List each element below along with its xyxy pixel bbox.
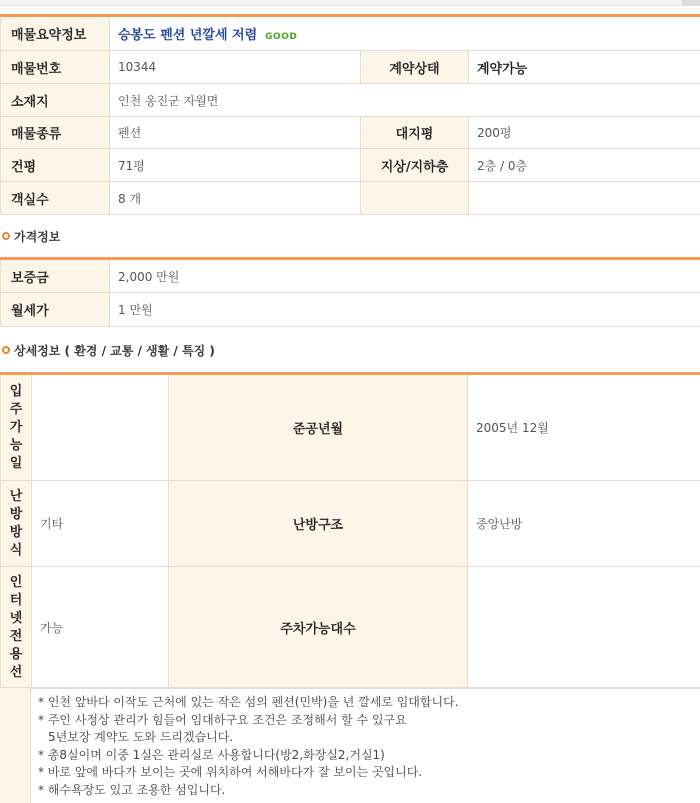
property-type-label: 매물종류 bbox=[1, 117, 110, 149]
heating-type-value: 기타 bbox=[32, 481, 169, 567]
window-top-strip bbox=[0, 0, 700, 6]
monthly-rent-label: 월세가 bbox=[1, 293, 110, 327]
listing-id-label: 매물번호 bbox=[1, 51, 110, 84]
contract-status-label: 계약상태 bbox=[361, 51, 469, 84]
building-area-label: 건평 bbox=[1, 149, 110, 182]
heating-structure-value: 중앙난방 bbox=[468, 481, 700, 567]
note-line: * 바로 앞에 바다가 보이는 곳에 위치하여 서해바다가 잘 보이는 곳입니다. bbox=[38, 765, 423, 779]
notes-body bbox=[38, 694, 698, 799]
note-line: * 인천 앞바다 이작도 근처에 있는 작은 섬의 펜션(민박)을 년 깔세로 임대합니다. bbox=[38, 695, 459, 709]
price-table bbox=[0, 257, 700, 327]
rooms-value: 8 개 bbox=[110, 182, 361, 215]
section-bullet-icon bbox=[2, 346, 10, 354]
parking-capacity-label: 주차가능대수 bbox=[169, 567, 468, 689]
heating-structure-label: 난방구조 bbox=[169, 481, 468, 567]
completion-date-label: 준공년월 bbox=[169, 374, 468, 481]
summary-header-label: 매물요약정보 bbox=[1, 16, 110, 51]
listing-title: 승봉도 펜션 년깔세 저렴 bbox=[118, 28, 258, 43]
building-area-value: 71평 bbox=[110, 149, 361, 182]
internet-line-label: 인 터 넷 전 용 선 bbox=[1, 567, 32, 689]
deposit-label: 보증금 bbox=[1, 259, 110, 293]
property-type-value: 펜션 bbox=[110, 117, 361, 149]
listing-id-value: 10344 bbox=[110, 51, 361, 84]
detail-section-title: 상세정보 ( 환경 / 교통 / 생활 / 특징 ) bbox=[14, 343, 215, 358]
contract-status-value: 계약가능 bbox=[469, 51, 700, 84]
note-line: 5년보장 계약도 도와 드리겠습니다. bbox=[48, 730, 234, 744]
section-bullet-icon bbox=[2, 232, 10, 240]
price-section-title: 가격정보 bbox=[14, 229, 61, 244]
note-line: * 해수욕장도 있고 조용한 섬입니다. bbox=[38, 782, 226, 797]
notes-label-cell bbox=[0, 688, 31, 803]
deposit-value: 2,000 만원 bbox=[110, 259, 700, 293]
heating-type-label: 난 방 방 식 bbox=[1, 481, 32, 567]
floors-label: 지상/지하층 bbox=[361, 149, 469, 182]
summary-table bbox=[0, 14, 700, 215]
internet-line-value: 가능 bbox=[32, 567, 169, 689]
description-notes bbox=[0, 687, 700, 803]
parking-capacity-value bbox=[468, 567, 700, 689]
location-label: 소재지 bbox=[1, 84, 110, 117]
price-section-header bbox=[0, 225, 700, 247]
location-value: 인천 옹진군 자월면 bbox=[110, 84, 700, 117]
move-in-date-value bbox=[32, 374, 169, 481]
listing-title-cell bbox=[110, 16, 700, 51]
good-badge: GOOD bbox=[265, 32, 298, 42]
empty-label-cell bbox=[361, 182, 469, 215]
floors-value: 2층 / 0층 bbox=[469, 149, 700, 182]
rooms-label: 객실수 bbox=[1, 182, 110, 215]
land-area-label: 대지평 bbox=[361, 117, 469, 149]
note-line: * 주인 사정상 관리가 힘들어 임대하구요 조건은 조정해서 할 수 있구요 bbox=[38, 712, 407, 727]
completion-date-value: 2005년 12월 bbox=[468, 374, 700, 481]
detail-section-header bbox=[0, 339, 700, 361]
move-in-date-label: 입 주 가 능 일 bbox=[1, 374, 32, 481]
land-area-value: 200평 bbox=[469, 117, 700, 149]
scrollbar-thumb[interactable] bbox=[682, 0, 700, 6]
monthly-rent-value: 1 만원 bbox=[110, 293, 700, 327]
detail-table bbox=[0, 372, 700, 689]
empty-value-cell bbox=[469, 182, 700, 215]
note-line: * 총8실이며 이중 1실은 관리실로 사용합니다(방2,화장실2,거실1) bbox=[38, 747, 385, 762]
